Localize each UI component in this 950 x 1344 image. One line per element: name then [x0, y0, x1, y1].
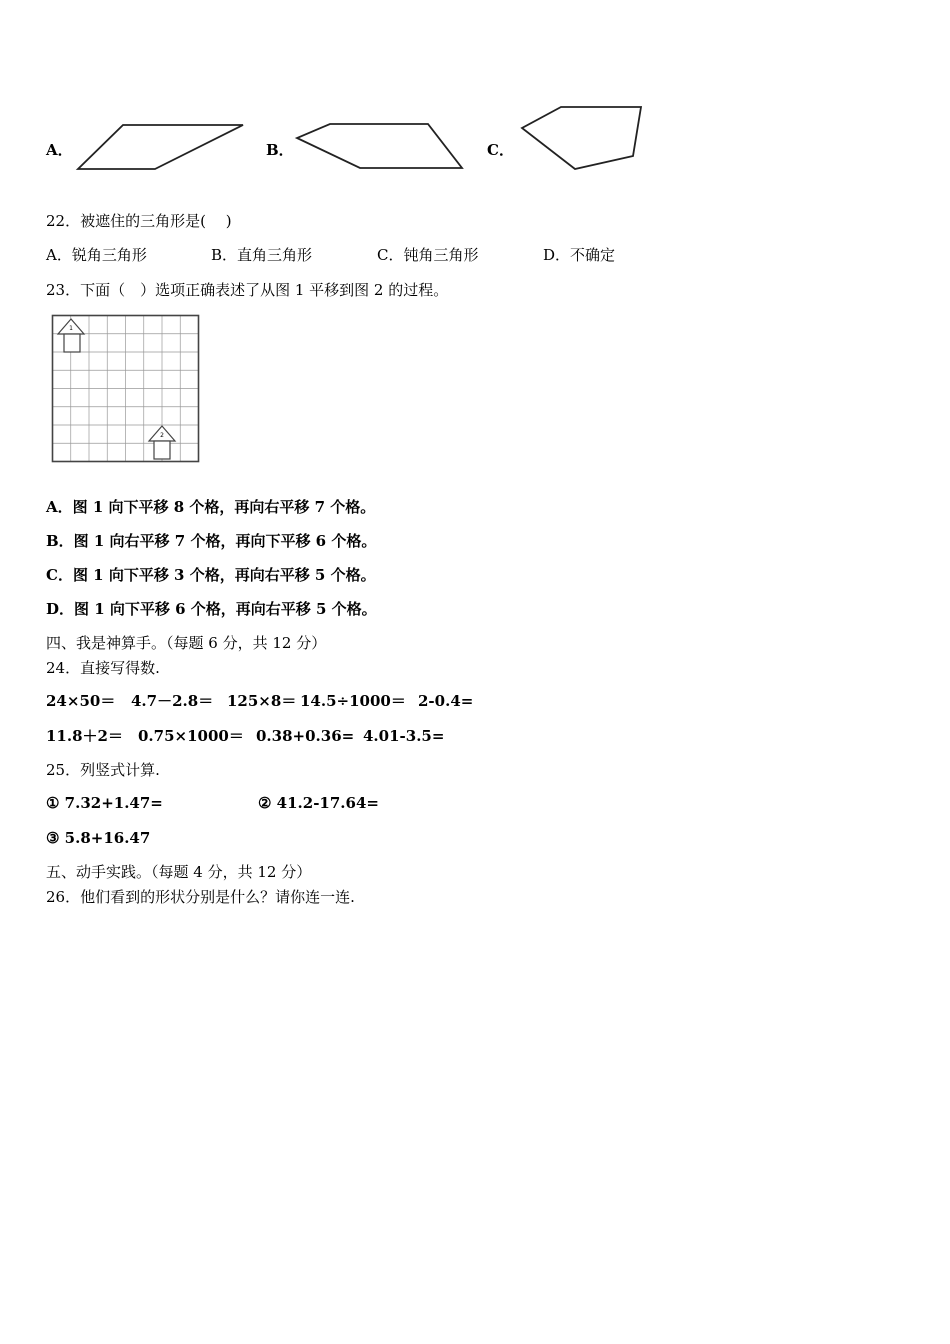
q22-option-a: A．锐角三角形	[46, 246, 147, 264]
q23-option-a: A．图 1 向下平移 8 个格，再向右平移 7 个格。	[46, 498, 376, 516]
q25-item: ① 7.32+1.47=	[46, 794, 163, 812]
q22-option-b: B．直角三角形	[211, 246, 313, 264]
section5-title: 五、动手实践。（每题 4 分，共 12 分）	[46, 863, 312, 881]
q22-option-d: D．不确定	[543, 246, 616, 264]
q22-option-c: C．钝角三角形	[377, 246, 479, 264]
q23-option-d: D．图 1 向下平移 6 个格，再向右平移 5 个格。	[46, 600, 377, 618]
q24-item: 125×8＝	[227, 692, 297, 710]
q24-item: 0.38+0.36=	[256, 727, 355, 745]
q24-item: 11.8＋2＝	[46, 727, 123, 745]
q23-option-c: C．图 1 向下平移 3 个格，再向右平移 5 个格。	[46, 566, 376, 584]
q22-stem: 22．被遮住的三角形是( )	[46, 212, 232, 230]
q24-stem: 24．直接写得数.	[46, 659, 160, 677]
section4-title: 四、我是神算手。（每题 6 分，共 12 分）	[46, 634, 327, 652]
translation-grid-figure	[52, 315, 200, 463]
house-2-label: 2	[160, 432, 164, 439]
q24-item: 14.5÷1000＝	[300, 692, 406, 710]
q23-stem: 23．下面（ ）选项正确表述了从图 1 平移到图 2 的过程。	[46, 281, 449, 299]
q23-option-b: B．图 1 向右平移 7 个格，再向下平移 6 个格。	[46, 532, 377, 550]
q24-item: 4.01-3.5=	[363, 727, 445, 745]
q25-item: ② 41.2-17.64=	[258, 794, 379, 812]
q24-item: 2-0.4=	[418, 692, 474, 710]
house-figure-2	[149, 426, 175, 459]
q24-item: 0.75×1000＝	[138, 727, 244, 745]
house-figure-1	[58, 319, 84, 352]
shape-option-b-label: B．	[266, 141, 294, 159]
q24-item: 24×50＝	[46, 692, 116, 710]
q26-stem: 26．他们看到的形状分别是什么？请你连一连.	[46, 888, 355, 906]
q25-item: ③ 5.8+16.47	[46, 829, 151, 847]
pentagon-shape	[0, 0, 950, 200]
shape-option-c-label: C．	[487, 141, 514, 159]
house-1-label: 1	[69, 325, 73, 332]
shape-option-a-label: A．	[46, 141, 73, 159]
q24-item: 4.7－2.8＝	[131, 692, 214, 710]
q25-stem: 25．列竖式计算.	[46, 761, 160, 779]
